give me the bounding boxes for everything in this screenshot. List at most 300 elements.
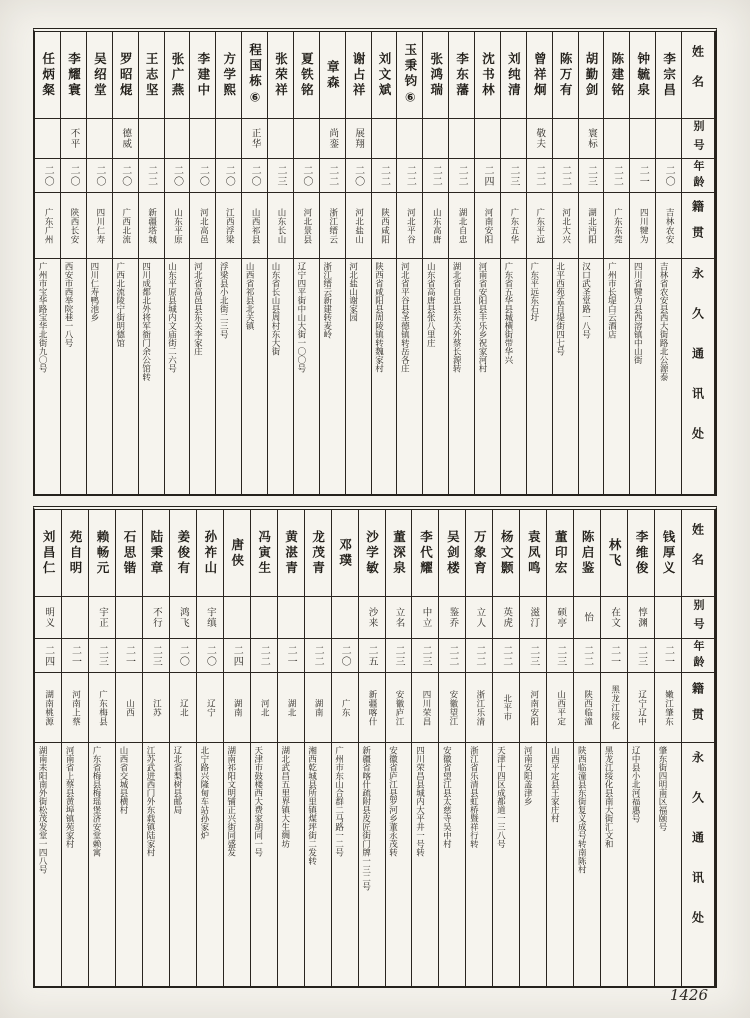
- person-age: 二一: [285, 644, 297, 667]
- registry-table-top: [33, 28, 717, 496]
- person-alias-cell: [87, 118, 112, 158]
- person-address-cell: [501, 258, 526, 494]
- person-native-place: 四川荣昌: [420, 689, 431, 726]
- person-alias-cell: [113, 118, 138, 158]
- person-address: 广东省梅县梅瑶堡济安堂赖寓: [91, 746, 102, 857]
- person-age: 二二: [611, 164, 623, 187]
- person-age: 二〇: [223, 164, 235, 187]
- person-age-cell: [501, 158, 526, 192]
- person-alias: 立名: [393, 607, 405, 628]
- person-age: 二三: [392, 644, 404, 667]
- person-alias-cell: [197, 596, 223, 638]
- person-alias-cell: [89, 596, 115, 638]
- person-name-cell: [224, 510, 250, 596]
- person-name-cell: [216, 32, 241, 118]
- person-address: 天津市鼓楼西大费家胡同一号: [252, 746, 263, 857]
- person-alias-cell: [61, 118, 86, 158]
- person-native-place-cell: [35, 192, 60, 258]
- person-address-cell: [143, 742, 169, 986]
- person-name-cell: [320, 32, 345, 118]
- person-column: [359, 510, 386, 986]
- person-alias: 英虎: [501, 607, 513, 628]
- person-native-place: 陕西咸阳: [379, 207, 390, 244]
- person-age-cell: [35, 158, 60, 192]
- person-address: 湖南祁阳文明铺正兴街同盛发: [225, 746, 236, 857]
- person-address-cell: [520, 742, 546, 986]
- person-native-place: 山西: [124, 698, 135, 717]
- person-column: [475, 32, 501, 494]
- person-address-cell: [294, 258, 319, 494]
- person-address-cell: [527, 258, 552, 494]
- person-native-place: 陕西临潼: [582, 689, 593, 726]
- person-age-cell: [35, 638, 61, 672]
- person-name-cell: [139, 32, 164, 118]
- person-age-cell: [190, 158, 215, 192]
- person-address: 广东省五华县城横街带华兴: [502, 262, 513, 364]
- person-age-cell: [87, 158, 112, 192]
- person-age: 二一: [608, 644, 620, 667]
- person-age: 二〇: [197, 164, 209, 187]
- person-age-cell: [359, 638, 385, 672]
- person-age: 二一: [637, 164, 649, 187]
- person-column: [397, 32, 423, 494]
- person-address: 肇东街四明南区福颐号: [657, 746, 668, 831]
- person-alias-cell: [35, 596, 61, 638]
- person-alias: 硕亭: [555, 607, 567, 628]
- person-age-cell: [346, 158, 371, 192]
- person-name: 石思锴: [121, 529, 137, 577]
- person-native-place: 新疆塔城: [146, 207, 157, 244]
- person-name: 孙祚山: [202, 529, 218, 577]
- person-name-cell: [242, 32, 267, 118]
- person-native-place-cell: [268, 192, 293, 258]
- person-column: [628, 510, 655, 986]
- person-address: 吉林省农安县西大街路北公源泰: [658, 262, 669, 381]
- person-address-cell: [89, 742, 115, 986]
- person-alias-cell: [423, 118, 448, 158]
- person-alias-cell: [139, 118, 164, 158]
- person-native-place-cell: [397, 192, 422, 258]
- person-native-place: 四川仁寿: [94, 207, 105, 244]
- person-alias-cell: [190, 118, 215, 158]
- person-age-cell: [251, 638, 277, 672]
- person-alias: 不行: [150, 607, 162, 628]
- person-native-place: 湖北自忠: [457, 207, 468, 244]
- person-address: 山东平原县城内文庙街二六号: [166, 262, 177, 373]
- person-name-cell: [501, 32, 526, 118]
- person-name-cell: [656, 32, 681, 118]
- person-name-cell: [190, 32, 215, 118]
- person-native-place-cell: [89, 672, 115, 742]
- person-name: 李宗昌: [661, 51, 677, 99]
- person-address-cell: [190, 258, 215, 494]
- person-native-place-cell: [527, 192, 552, 258]
- person-alias-cell: [574, 596, 600, 638]
- person-address-cell: [35, 742, 61, 986]
- person-name: 钱厚义: [661, 529, 677, 577]
- person-column: [601, 510, 628, 986]
- person-native-place: 辽宁辽中: [636, 689, 647, 726]
- person-alias-cell: [278, 596, 304, 638]
- person-address-cell: [224, 742, 250, 986]
- person-alias-cell: [547, 596, 573, 638]
- person-name: 李建中: [195, 51, 211, 99]
- row-header-native-place-label: 籍贯: [690, 199, 705, 252]
- person-native-place-cell: [35, 672, 61, 742]
- person-native-place: 北平市: [501, 694, 512, 721]
- person-column: [278, 510, 305, 986]
- person-age: 二二: [533, 164, 545, 187]
- person-native-place-cell: [251, 672, 277, 742]
- person-name-cell: [579, 32, 604, 118]
- person-name-cell: [386, 510, 412, 596]
- person-age: 二〇: [352, 164, 364, 187]
- person-native-place-cell: [449, 192, 474, 258]
- row-header-native-place: [682, 192, 714, 258]
- person-native-place: 陕西长安: [68, 207, 79, 244]
- person-native-place: 河南安阳: [482, 207, 493, 244]
- person-address-cell: [242, 258, 267, 494]
- person-name: 吴绍堂: [92, 51, 108, 99]
- person-address: 辽中县小北河福惠号: [630, 746, 641, 823]
- person-age-cell: [520, 638, 546, 672]
- person-address: 陕西临潼县东街复义成号转南陈村: [576, 746, 587, 874]
- person-address-cell: [62, 742, 88, 986]
- person-age: 二三: [507, 164, 519, 187]
- person-address: 山西省交城县横村: [117, 746, 128, 814]
- person-native-place: 河南上蔡: [70, 689, 81, 726]
- person-age: 二〇: [663, 164, 675, 187]
- person-name-cell: [35, 510, 61, 596]
- row-header-alias: [682, 118, 714, 158]
- person-name: 董印宏: [553, 529, 569, 577]
- person-address-cell: [604, 258, 629, 494]
- person-name: 陈建铭: [609, 51, 625, 99]
- person-address-cell: [553, 258, 578, 494]
- person-address-cell: [439, 742, 465, 986]
- person-name-cell: [372, 32, 397, 118]
- person-age-cell: [372, 158, 397, 192]
- person-native-place: 湖南: [313, 698, 324, 717]
- person-alias-cell: [628, 596, 654, 638]
- person-column: [61, 32, 87, 494]
- person-age: 二二: [378, 164, 390, 187]
- person-alias-cell: [320, 118, 345, 158]
- person-address: 四川仁寿鸭池乡: [88, 262, 99, 322]
- person-column: [116, 510, 143, 986]
- person-address-cell: [493, 742, 519, 986]
- person-name: 刘文斌: [376, 51, 392, 99]
- person-native-place-cell: [386, 672, 412, 742]
- person-age: 二三: [150, 644, 162, 667]
- person-native-place-cell: [224, 672, 250, 742]
- person-native-place: 吉林农安: [664, 207, 675, 244]
- person-column: [423, 32, 449, 494]
- person-address: 北平西苑孟自堤街四七号: [554, 262, 565, 356]
- person-column: [527, 32, 553, 494]
- person-address: 山东省高唐县张八里庄: [425, 262, 436, 347]
- person-alias-cell: [116, 596, 142, 638]
- person-name-cell: [62, 510, 88, 596]
- person-native-place: 广东平远: [534, 207, 545, 244]
- person-name: 张鸿瑞: [428, 51, 444, 99]
- person-address-cell: [35, 258, 60, 494]
- person-name: 陈万有: [558, 51, 574, 99]
- person-address-cell: [449, 258, 474, 494]
- person-address-cell: [574, 742, 600, 986]
- person-age: 二一: [662, 644, 674, 667]
- person-age: 二〇: [42, 164, 54, 187]
- person-name-cell: [332, 510, 358, 596]
- person-address: 浙江缙云新建转麦岭: [321, 262, 332, 339]
- person-name: 赖畅元: [95, 529, 110, 577]
- person-age: 二一: [123, 644, 135, 667]
- person-age-cell: [574, 638, 600, 672]
- person-native-place-cell: [372, 192, 397, 258]
- person-native-place: 新疆喀什: [367, 689, 378, 726]
- person-address-cell: [87, 258, 112, 494]
- person-alias-cell: [412, 596, 438, 638]
- person-native-place-cell: [475, 192, 500, 258]
- person-age-cell: [466, 638, 492, 672]
- person-alias: 立人: [474, 607, 486, 628]
- person-alias-cell: [579, 118, 604, 158]
- person-address: 辽北省梨树县邮局: [171, 746, 182, 814]
- person-age-cell: [630, 158, 655, 192]
- person-address-cell: [197, 742, 223, 986]
- person-alias: 滋汀: [528, 607, 540, 628]
- person-name-cell: [165, 32, 190, 118]
- person-alias-cell: [449, 118, 474, 158]
- person-address-cell: [628, 742, 654, 986]
- person-name-cell: [268, 32, 293, 118]
- person-native-place: 湖北沔阳: [586, 207, 597, 244]
- person-name: 夏铁铭: [299, 51, 315, 99]
- person-native-place-cell: [628, 672, 654, 742]
- person-native-place-cell: [501, 192, 526, 258]
- person-address-cell: [423, 258, 448, 494]
- person-name: 吴剑楼: [445, 529, 461, 577]
- person-native-place-cell: [332, 672, 358, 742]
- person-address: 湖北省自忠县东关外蔡长源转: [451, 262, 462, 373]
- person-native-place-cell: [604, 192, 629, 258]
- person-address-cell: [655, 742, 681, 986]
- person-name: 胡勤剑: [583, 51, 599, 99]
- person-native-place: 河北平谷: [405, 207, 416, 244]
- person-native-place-cell: [62, 672, 88, 742]
- person-native-place-cell: [412, 672, 438, 742]
- person-native-place: 四川犍为: [638, 207, 649, 244]
- person-column: [372, 32, 398, 494]
- person-age-cell: [332, 638, 358, 672]
- person-alias: 鸿飞: [177, 607, 189, 628]
- person-name-cell: [61, 32, 86, 118]
- person-native-place-cell: [520, 672, 546, 742]
- person-age-cell: [170, 638, 196, 672]
- person-address: 黑龙江绥化县南大街汇文和: [603, 746, 614, 848]
- person-column: [197, 510, 224, 986]
- person-alias: 寰标: [585, 128, 597, 149]
- person-native-place: 河北大兴: [560, 207, 571, 244]
- person-name: 刘纯清: [506, 51, 522, 99]
- person-alias-cell: [655, 596, 681, 638]
- person-alias-cell: [604, 118, 629, 158]
- person-age-cell: [62, 638, 88, 672]
- person-age-cell: [579, 158, 604, 192]
- person-column: [449, 32, 475, 494]
- person-native-place-cell: [294, 192, 319, 258]
- person-alias: 沙来: [366, 607, 378, 628]
- person-alias: 惇渊: [636, 607, 648, 628]
- person-alias-cell: [294, 118, 319, 158]
- person-column: [62, 510, 89, 986]
- row-header-alias-label: 别号: [692, 119, 705, 158]
- person-address: 辽宁四平街中山大街一〇〇号: [295, 262, 306, 373]
- person-address-cell: [601, 742, 627, 986]
- row-header-address: [682, 742, 714, 986]
- person-name: 邓璞: [337, 537, 353, 569]
- person-native-place-cell: [439, 672, 465, 742]
- person-native-place-cell: [359, 672, 385, 742]
- person-native-place: 广东广州: [43, 207, 54, 244]
- person-column: [216, 32, 242, 494]
- person-name-cell: [197, 510, 223, 596]
- person-native-place: 河北盐山: [353, 207, 364, 244]
- person-name: 张广燕: [169, 51, 185, 99]
- person-address: 安徽省望江县太慈寺吴中村: [441, 746, 452, 848]
- person-column: [87, 32, 113, 494]
- person-native-place-cell: [579, 192, 604, 258]
- person-alias: 宇正: [97, 607, 108, 628]
- person-column: [320, 32, 346, 494]
- person-native-place-cell: [655, 672, 681, 742]
- person-age-cell: [89, 638, 115, 672]
- person-native-place: 山东平原: [172, 207, 183, 244]
- person-native-place-cell: [87, 192, 112, 258]
- person-native-place-cell: [630, 192, 655, 258]
- person-alias-cell: [165, 118, 190, 158]
- person-name: 沙学敏: [364, 529, 380, 577]
- person-column: [89, 510, 116, 986]
- person-native-place-cell: [553, 192, 578, 258]
- person-column: [165, 32, 191, 494]
- person-name: 王志坚: [144, 51, 160, 99]
- person-age-cell: [628, 638, 654, 672]
- person-alias-cell: [493, 596, 519, 638]
- person-address: 四川荣昌县城内大平井一号转: [414, 746, 425, 857]
- person-name-cell: [397, 32, 422, 118]
- person-alias: 尚銮: [327, 128, 339, 149]
- person-age: 二三: [585, 164, 597, 187]
- person-alias: 在文: [609, 607, 621, 628]
- person-alias-cell: [62, 596, 88, 638]
- person-native-place-cell: [170, 672, 196, 742]
- person-age-cell: [655, 638, 681, 672]
- person-native-place-cell: [466, 672, 492, 742]
- person-address: 四川省犍为县西溶镇中山街: [632, 262, 643, 364]
- person-address-cell: [216, 258, 241, 494]
- person-age-cell: [216, 158, 241, 192]
- person-name-cell: [278, 510, 304, 596]
- person-native-place-cell: [278, 672, 304, 742]
- row-header-name: [682, 32, 714, 118]
- person-native-place: 河北高邑: [198, 207, 209, 244]
- person-column: [251, 510, 278, 986]
- person-age: 二一: [69, 644, 81, 667]
- person-age-cell: [224, 638, 250, 672]
- row-header-address: [682, 258, 714, 494]
- person-age-cell: [61, 158, 86, 192]
- person-age: 二二: [258, 644, 270, 667]
- person-address-cell: [397, 258, 422, 494]
- person-address: 北宁路兴隆甸车站孙家炉: [198, 746, 209, 840]
- person-name-cell: [294, 32, 319, 118]
- person-column: [579, 32, 605, 494]
- person-age: 二五: [366, 644, 378, 667]
- person-name: 杨文颢: [499, 529, 515, 577]
- person-native-place: 湖北: [286, 698, 297, 717]
- person-alias: 宇缜: [204, 607, 216, 628]
- person-name: 章森: [325, 59, 341, 91]
- person-column: [113, 32, 139, 494]
- person-address: 广州市长堤白云酒店: [606, 262, 617, 339]
- person-name-cell: [449, 32, 474, 118]
- row-header-age: [682, 158, 714, 192]
- person-native-place: 山西祁县: [250, 207, 261, 244]
- person-column: [655, 510, 682, 986]
- row-header-alias: [682, 596, 714, 638]
- person-alias: 怡: [582, 612, 594, 623]
- row-header-column: [682, 510, 715, 986]
- person-native-place: 广东: [340, 698, 351, 717]
- person-address: 河北省平谷县圣德镇转岳各庄: [399, 262, 410, 373]
- person-alias-cell: [466, 596, 492, 638]
- person-name-cell: [113, 32, 138, 118]
- person-column: [574, 510, 601, 986]
- person-address-cell: [278, 742, 304, 986]
- person-name: 陆秉章: [148, 529, 164, 577]
- person-age-cell: [165, 158, 190, 192]
- person-age-cell: [397, 158, 422, 192]
- person-name-cell: [170, 510, 196, 596]
- person-native-place-cell: [190, 192, 215, 258]
- person-address-cell: [547, 742, 573, 986]
- person-age: 二四: [42, 644, 54, 667]
- person-age: 二二: [326, 164, 338, 187]
- row-header-age-label: 年龄: [692, 639, 705, 672]
- person-name: 程国栋⑥: [247, 42, 263, 108]
- person-address: 浮梁县小北街二三号: [218, 262, 229, 339]
- person-name-cell: [359, 510, 385, 596]
- person-name-cell: [89, 510, 115, 596]
- person-native-place-cell: [165, 192, 190, 258]
- person-age: 二〇: [93, 164, 105, 187]
- person-age: 二四: [231, 644, 243, 667]
- row-header-address-label: 永久通讯处: [690, 751, 705, 951]
- row-header-address-label: 永久通讯处: [690, 267, 705, 467]
- person-alias: 正华: [249, 128, 261, 149]
- person-age: 二三: [635, 644, 647, 667]
- person-native-place-cell: [116, 672, 142, 742]
- person-column: [553, 32, 579, 494]
- person-age-cell: [386, 638, 412, 672]
- person-column: [501, 32, 527, 494]
- person-native-place-cell: [601, 672, 627, 742]
- person-alias-cell: [305, 596, 331, 638]
- row-header-alias-label: 别号: [692, 598, 705, 637]
- person-address-cell: [332, 742, 358, 986]
- person-age: 二〇: [249, 164, 261, 187]
